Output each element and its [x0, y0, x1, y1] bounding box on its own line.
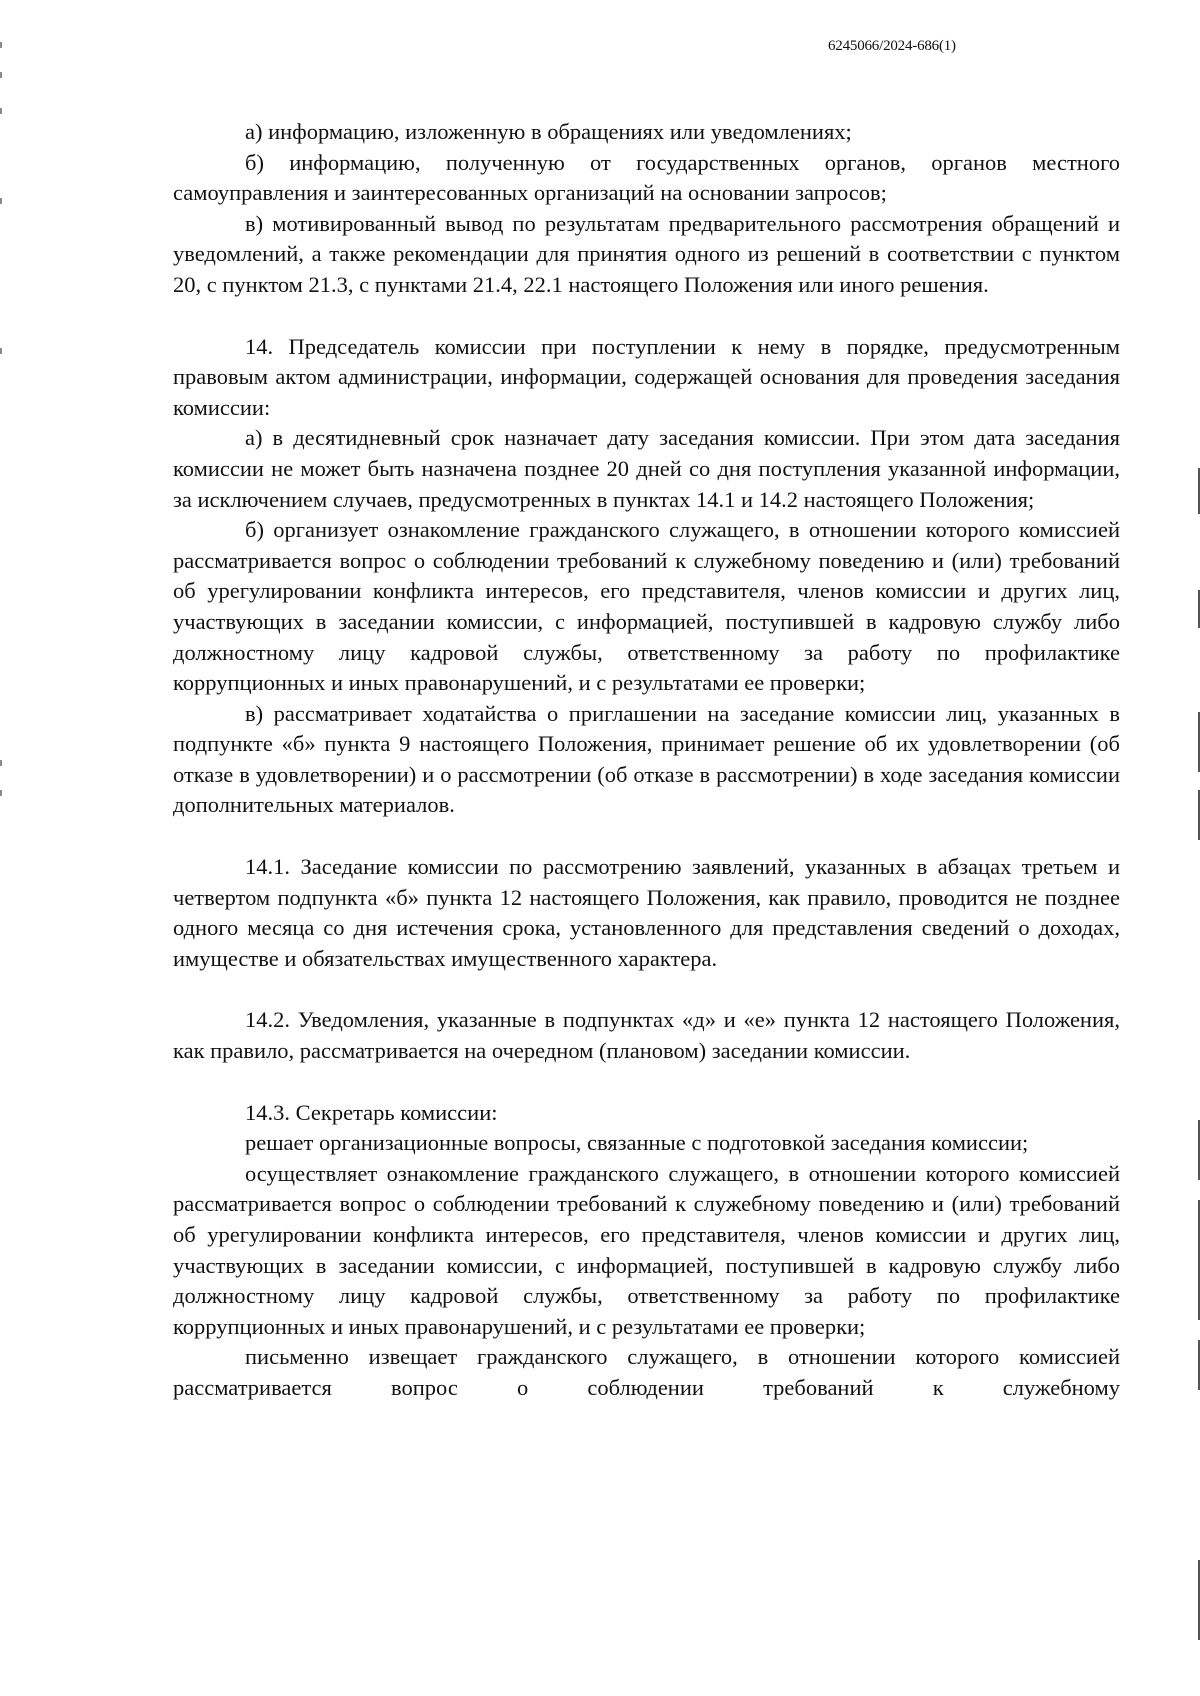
scan-mark	[0, 42, 2, 48]
paragraph-secretary-duty-1: решает организационные вопросы, связанные с подготовкой заседания комиссии;	[245, 1130, 1029, 1156]
scan-mark	[0, 72, 2, 78]
paragraph-point-14-1: 14.1. Заседание комиссии по рассмотрению заявлений, указанных в абзацах третьем и четвертом подпункта «б» пункта 12 настоящего Положения, как правило, проводится не позднее одного месяца со дня истечения срока, установленного для представления сведений о доходах, имуществе и обязательствах имущественного характера.	[173, 854, 1120, 971]
paragraph-secretary-duty-3: письменно извещает гражданского служащего, в отношении которого комиссией рассматривается вопрос о соблюдении требований к служебному	[173, 1344, 1120, 1400]
paragraph-item-b: б) информацию, полученную от государственных органов, органов местного самоуправления и заинтересованных организаций на основании запросов;	[173, 149, 1120, 206]
scan-mark	[0, 790, 2, 796]
scan-mark	[0, 348, 2, 354]
paragraph-point-14-v: в) рассматривает ходатайства о приглашении на заседание комиссии лиц, указанных в подпункте «б» пункта 9 настоящего Положения, принимает решение об их удовлетворении (об отказе в удовлетворении) и о рассмотрении (об отказе в рассмотрении) в ходе заседания комиссии дополнительных материалов.	[173, 700, 1120, 818]
scan-mark	[0, 198, 2, 204]
paragraph-point-14-b: б) организует ознакомление гражданского служащего, в отношении которого комиссией рассматривается вопрос о соблюдении требований к служебному поведению и (или) требований об урегулировании конфликта интересов, его представителя, членов комиссии и других лиц, участвующих в заседании комиссии, с информацией, поступившей в кадровую службу либо должностному лицу кадровой службы, ответственному за работу по профилактике коррупционных и иных правонарушений, и с результатами ее проверки;	[173, 517, 1120, 696]
paragraph-point-14-a: а) в десятидневный срок назначает дату заседания комиссии. При этом дата заседания комиссии не может быть назначена позднее 20 дней со дня поступления указанной информации, за исключением случаев, предусмотренных в пунктах 14.1 и 14.2 настоящего Положения;	[173, 425, 1120, 512]
paragraph-point-14: 14. Председатель комиссии при поступлении к нему в порядке, предусмотренным правовым актом администрации, информации, содержащей основания для проведения заседания комиссии:	[173, 333, 1120, 420]
document-number: 6245066/2024-686(1)	[828, 38, 956, 54]
paragraph-item-v: в) мотивированный вывод по результатам предварительного рассмотрения обращений и уведомлений, а также рекомендации для принятия одного из решений в соответствии с пунктом 20, с пунктом 21.3, с пунктами 21.4, 22.1 настоящего Положения или иного решения.	[173, 210, 1120, 297]
scan-artifacts-left	[0, 0, 3, 1696]
scan-mark	[0, 108, 2, 114]
scan-artifacts-right	[1194, 0, 1200, 1696]
scan-mark	[0, 760, 2, 766]
document-body	[173, 117, 1120, 1404]
paragraph-point-14-2: 14.2. Уведомления, указанные в подпунктах «д» и «е» пункта 12 настоящего Положения, как правило, рассматривается на очередном (плановом) заседании комиссии.	[173, 1007, 1120, 1064]
paragraph-point-14-3: 14.3. Секретарь комиссии:	[245, 1099, 498, 1125]
paragraph-secretary-duty-2: осуществляет ознакомление гражданского служащего, в отношении которого комиссией рассматривается вопрос о соблюдении требований к служебному поведению и (или) требований об урегулировании конфликта интересов, его представителя, членов комиссии и других лиц, участвующих в заседании комиссии, с информацией, поступившей в кадровую службу либо должностному лицу кадровой службы, ответственному за работу по профилактике коррупционных и иных правонарушений, и с результатами ее проверки;	[173, 1160, 1120, 1339]
paragraph-item-a: а) информацию, изложенную в обращениях или уведомлениях;	[245, 119, 852, 144]
